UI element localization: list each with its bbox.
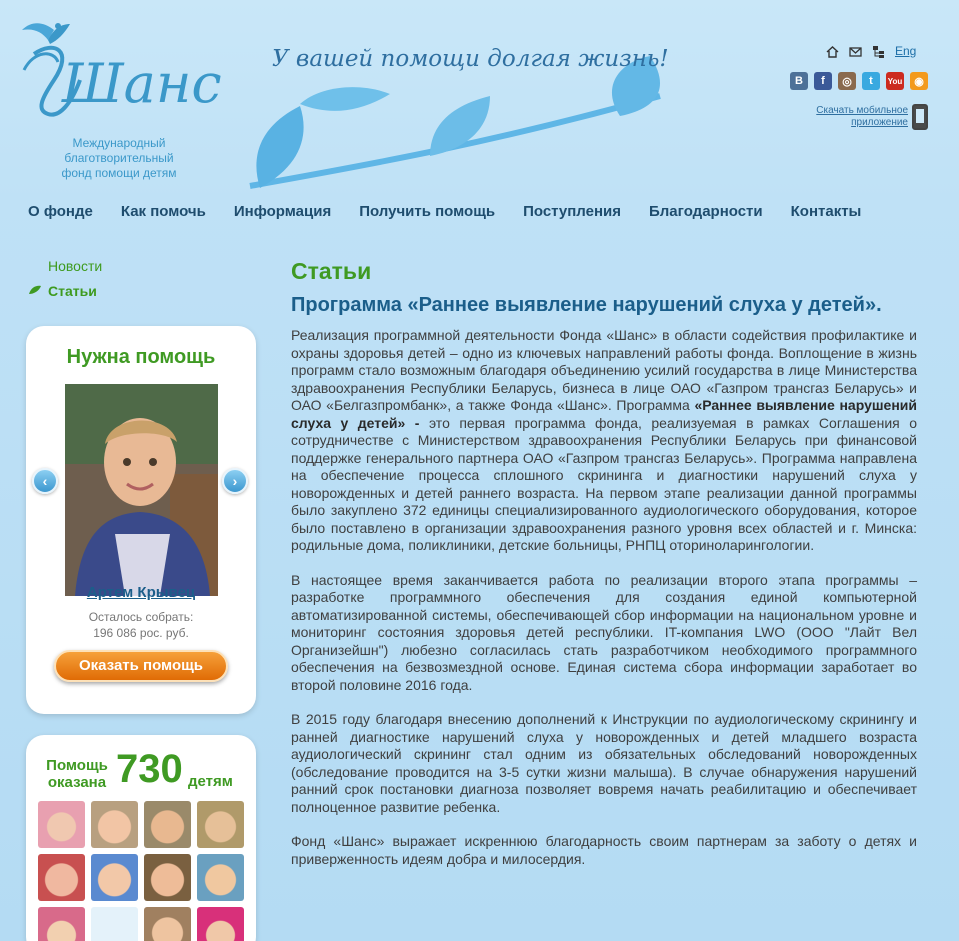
nav-item-donations[interactable]: Поступления <box>523 203 621 220</box>
social-links <box>790 72 928 90</box>
sidebar-item-articles-label: Статьи <box>48 283 97 299</box>
branch-leaves-decoration <box>240 56 700 196</box>
remaining-value: 196 086 рос. руб. <box>93 626 189 640</box>
previous-arrow-icon[interactable]: ‹ <box>32 468 58 494</box>
program-name-bold: «Раннее выявление нарушений слуха у детей» - <box>291 397 917 431</box>
twitter-icon[interactable]: t <box>862 72 880 90</box>
section-title: Статьи <box>291 258 372 284</box>
org-name-line2: фонд помощи детям <box>61 166 177 180</box>
nav-item-get-help[interactable]: Получить помощь <box>359 203 496 220</box>
help-count-prefix: Помощь оказана <box>46 757 108 791</box>
youtube-icon[interactable]: You <box>886 72 904 90</box>
main-navigation <box>28 203 889 220</box>
child-thumbnail[interactable] <box>91 907 138 941</box>
child-thumbnail[interactable] <box>197 854 244 901</box>
help-count-card <box>26 735 256 941</box>
next-arrow-icon[interactable]: › <box>222 468 248 494</box>
facebook-icon[interactable]: f <box>814 72 832 90</box>
children-thumbnails <box>38 801 248 941</box>
child-thumbnail[interactable] <box>144 854 191 901</box>
mobile-app-link[interactable]: Скачать мобильное приложение <box>816 105 908 128</box>
child-thumbnail[interactable] <box>38 907 85 941</box>
home-icon[interactable] <box>826 45 839 58</box>
remaining-amount <box>26 609 256 641</box>
leaf-icon <box>28 285 42 295</box>
rss-icon[interactable]: ◉ <box>910 72 928 90</box>
help-count-number: 730 <box>116 747 183 791</box>
help-count-suffix: детям <box>188 773 233 790</box>
child-thumbnail[interactable] <box>197 907 244 941</box>
help-card-title: Нужна помощь <box>66 346 216 368</box>
child-thumbnail[interactable] <box>197 801 244 848</box>
english-language-link[interactable]: Eng <box>895 44 917 58</box>
mail-icon[interactable] <box>849 45 862 58</box>
article-paragraph-2: В настоящее время заканчивается работа по реализации второго этапа программы – разработке программного обеспечения для создания единой компьютерной автоматизированной системы, обеспечивающей сбор информации на национальном уровне и мониторинг состояния здоровья детей республики. IT-компания LWO (ООО "Лайт Вел Организейшн") любезно согласилась стать разработчиком необходимого программного обеспечения на безвозмездной основе. Единая система сбора информации заработает во второй половине 2016 года. <box>291 571 917 693</box>
remaining-label: Осталось собрать: <box>88 610 194 624</box>
child-thumbnail[interactable] <box>38 854 85 901</box>
paragraph-1-text-b: это первая программа фонда, реализуемая в рамках Соглашения о сотрудничестве с Министерством здравоохранения Республики Беларусь при финансовой поддержке генерального партнера ОАО «Газпром трансгаз Беларусь». Программа направлена на обеспечение процесса сплошного скрининга и диагностики нарушений слуха у новорожденных и детей раннего возраста. На первом этапе реализации данной программы было закуплено 372 единицы специализированного аудиологического оборудования, которое было поставлено в организации здравоохранения разного уровня всех областей и г. Минска: родильные дома, поликлиники, детские больницы, РНПЦ оториноларингологии. <box>291 414 918 553</box>
nav-item-about[interactable]: О фонде <box>28 203 93 220</box>
child-thumbnail[interactable] <box>38 801 85 848</box>
sidebar-links <box>48 258 102 308</box>
org-name-line1: Международный благотворительный <box>64 136 174 165</box>
sidebar-item-articles[interactable] <box>48 283 102 299</box>
give-help-button[interactable]: Оказать помощь <box>54 650 228 682</box>
main-content <box>291 258 917 885</box>
vk-icon[interactable]: В <box>790 72 808 90</box>
instagram-icon[interactable]: ◎ <box>838 72 856 90</box>
nav-item-contacts[interactable]: Контакты <box>790 203 862 220</box>
child-thumbnail[interactable] <box>91 854 138 901</box>
child-thumbnail[interactable] <box>144 907 191 941</box>
mobile-phone-icon[interactable] <box>912 104 928 130</box>
logo-word: Шанс <box>62 52 222 115</box>
child-thumbnail[interactable] <box>91 801 138 848</box>
article-paragraph-1 <box>291 327 917 555</box>
child-thumbnail[interactable] <box>144 801 191 848</box>
slogan: У вашей помощи долгая жизнь! <box>272 46 669 72</box>
article-paragraph-4: Фонд «Шанс» выражает искреннюю благодарность своим партнерам за заботу о детях и приверженность идеям добра и милосердия. <box>291 833 917 867</box>
sitemap-icon[interactable] <box>872 45 885 58</box>
paragraph-1-text-a: Реализация программной деятельности Фонда «Шанс» в области содействия профилактике и охраны здоровья детей – одно из ключевых направлений работы фонда. Воплощение в жизнь программ стало возможным благодаря объединению усилий государства в лице Министерства здравоохранения Республики Беларусь, бизнеса в лице ОАО «Газпром трансгаз Беларусь» и ОАО «Белгазпромбанк», а также Фонда «Шанс». Программа <box>291 327 917 413</box>
nav-item-thanks[interactable]: Благодарности <box>649 203 763 220</box>
article-title: Программа «Раннее выявление нарушений слуха у детей». <box>291 294 882 316</box>
sidebar-item-news[interactable]: Новости <box>48 258 103 274</box>
org-name <box>24 136 214 181</box>
top-utility-bar <box>826 44 916 58</box>
nav-item-information[interactable]: Информация <box>233 203 332 220</box>
child-name-link[interactable]: Артем Крывец <box>86 584 196 601</box>
article-paragraph-3: В 2015 году благодаря внесению дополнений к Инструкции по аудиологическому скринингу и ранней диагностике нарушений слуха у новорожденных и детей младшего возраста аудиологический скрининг стал одним из обязательных обследований новорожденных (обследование проводится на 3-5 сутки жизни малыша). В случае обнаружения нарушений ранний срок постановки диагноза позволяет вовремя начать реабилитацию и обеспечивает полноценное развитие ребенка. <box>291 711 917 815</box>
child-photo[interactable] <box>65 384 218 596</box>
nav-item-how-to-help[interactable]: Как помочь <box>120 203 206 220</box>
help-needed-card <box>26 326 256 714</box>
